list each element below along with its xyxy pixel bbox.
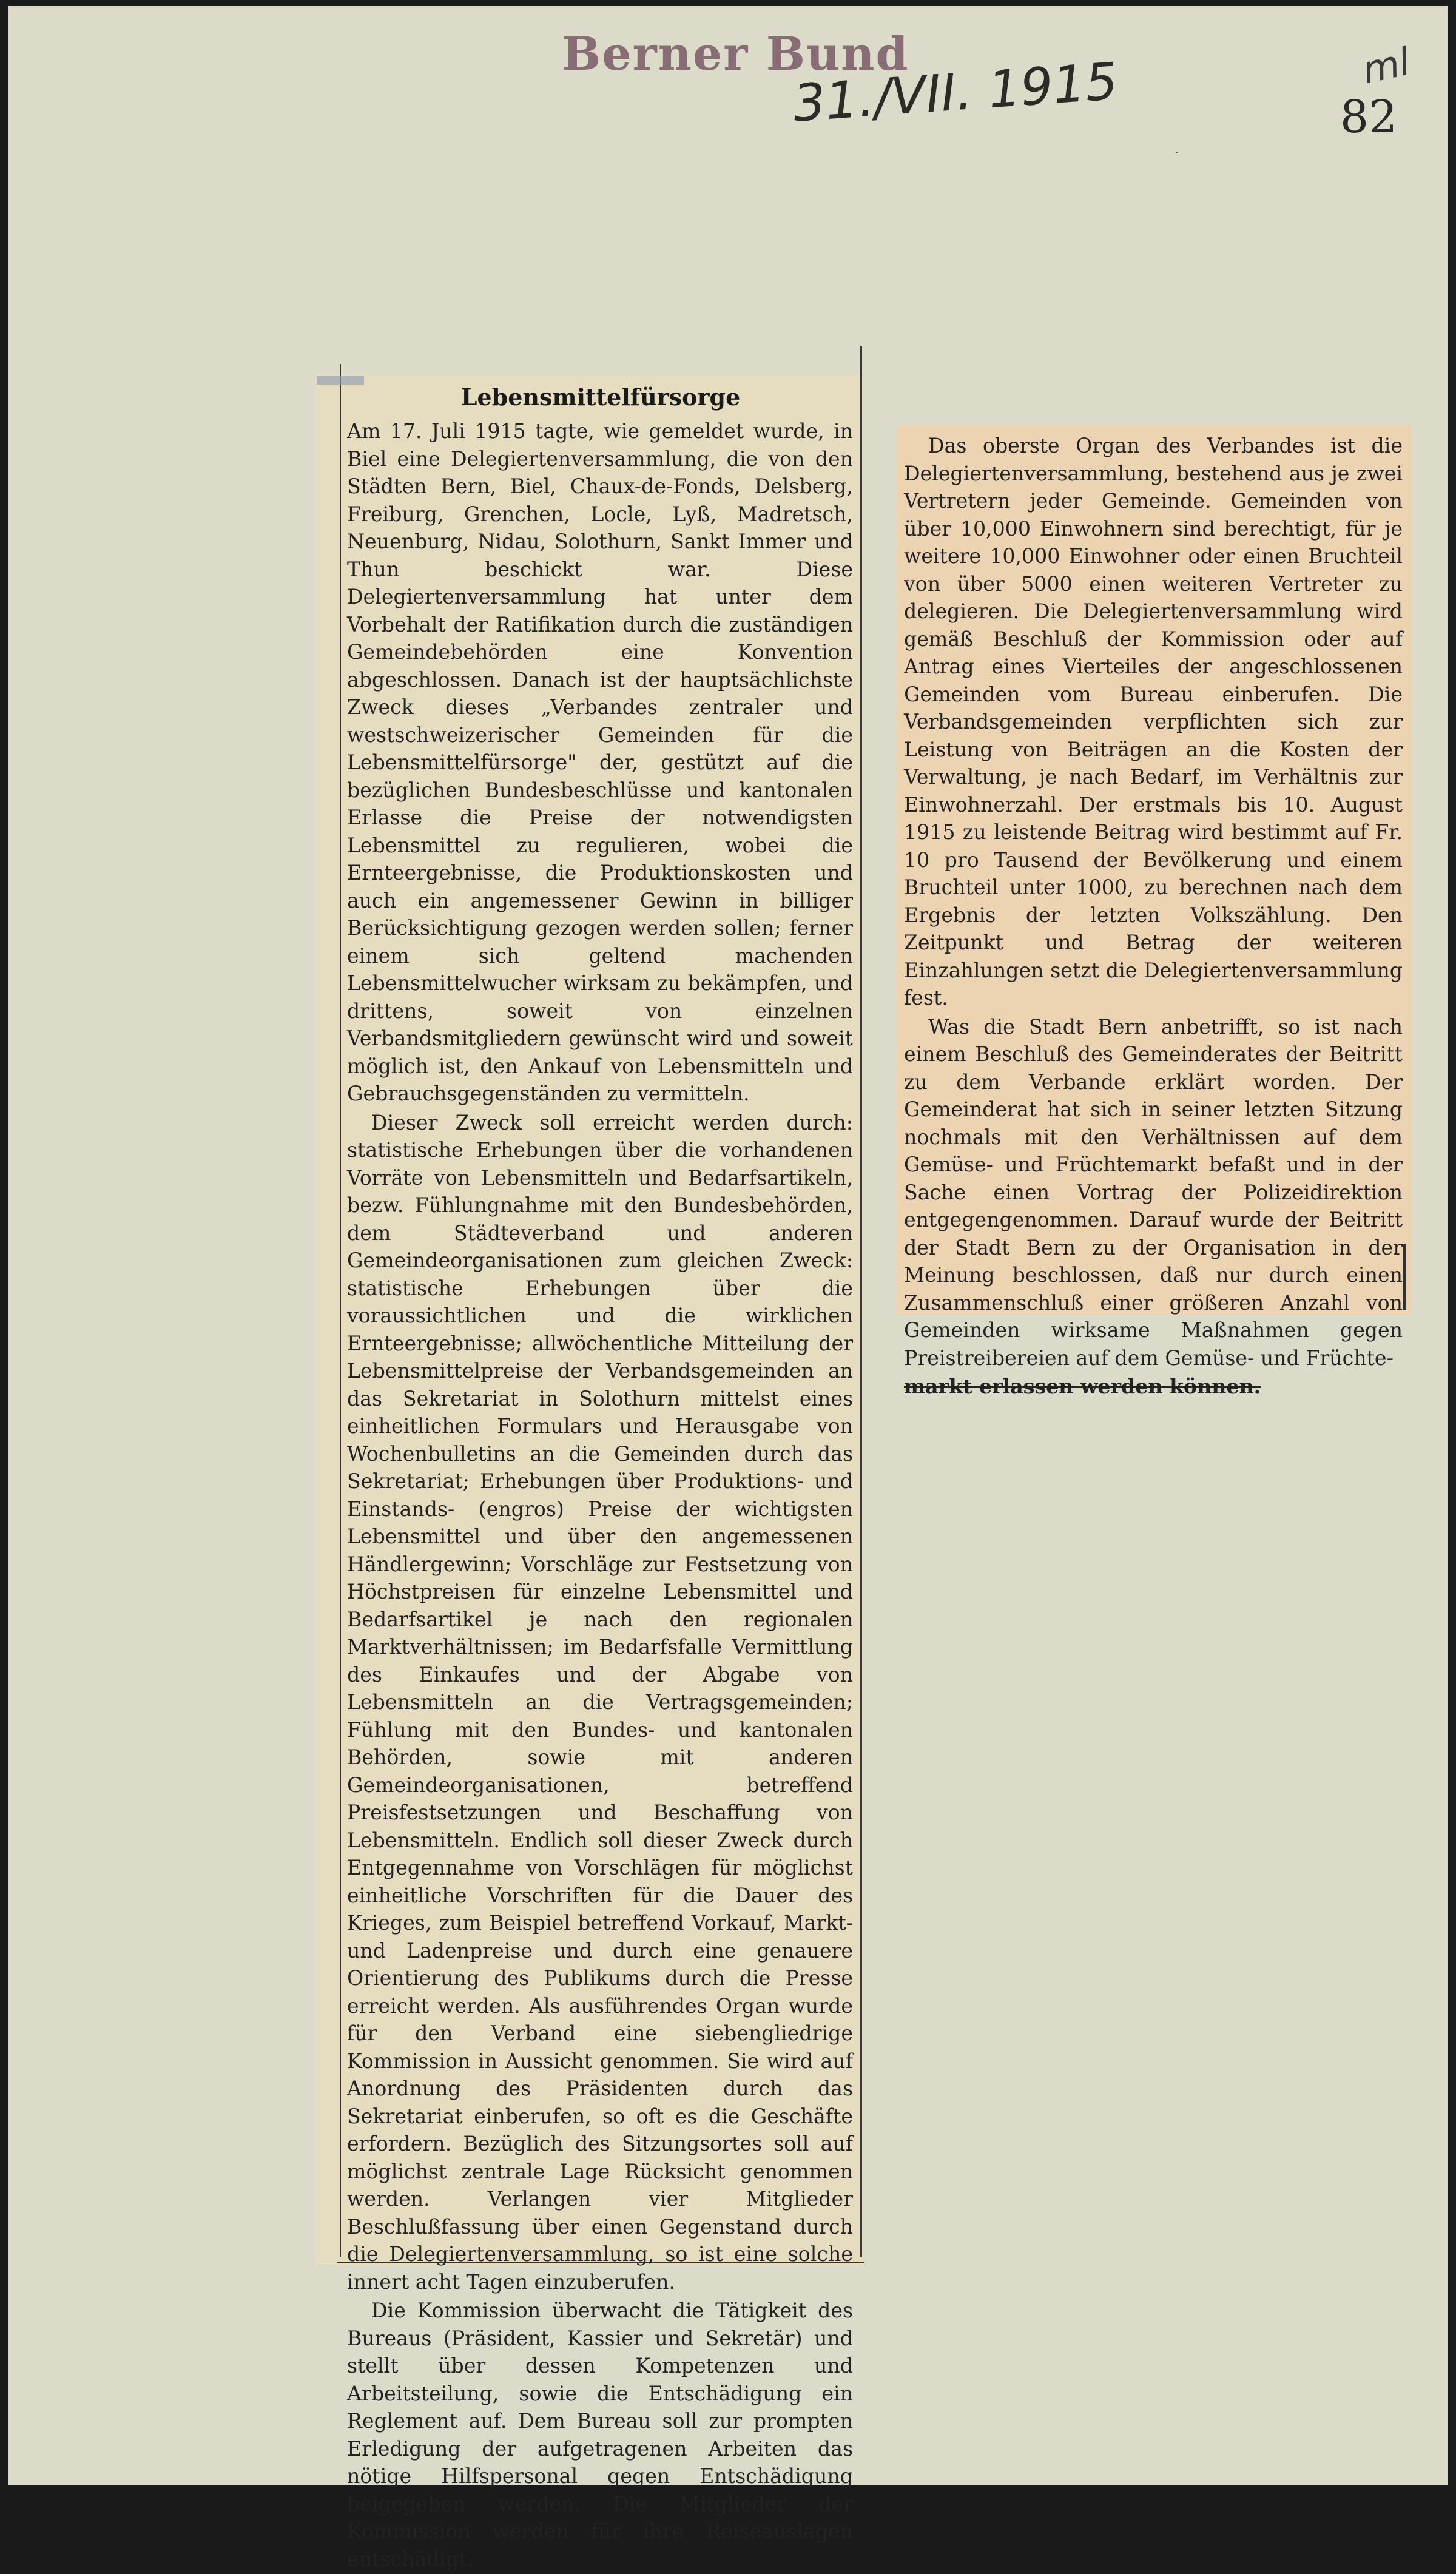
- newspaper-stamp: Berner Bund: [562, 27, 909, 81]
- column-rule-right: [860, 346, 862, 2257]
- page-number: 82: [1340, 91, 1398, 143]
- paragraph: Die Kommission überwacht die Tätigkeit des Bureaus (Präsident, Kassier und Sekretär) und stellt über dessen Kompetenzen und Arbeitsteilung, sowie die Entschädigung ein Reglement auf. Dem Bureau soll zur prompten Erledigung der aufgetragenen Arbeiten das nötige Hilfspersonal gegen Entschädigung beigegeben werden. Die Mitglieder der Kommission werden für ihre Reiseauslagen entschädigt.: [347, 2299, 853, 2571]
- pencil-bracket: [1403, 1244, 1406, 1310]
- article-column-right: [904, 432, 1403, 1402]
- handwritten-initials: ml: [1358, 39, 1414, 93]
- paragraph: Das oberste Organ des Verbandes ist die Delegiertenversammlung, bestehend aus je zwei Vertretern jeder Gemeinde. Gemeinden von über 10,000 Einwohnern sind berechtigt, für je weitere 10,000 Einwohner oder einen Bruchteil von über 5000 einen weiteren Vertreter zu delegieren. Die Delegiertenversammlung wird gemäß Beschluß der Kommission oder auf Antrag eines Vierteiles der angeschlossenen Gemeinden vom Bureau einberufen. Die Verbandsgemeinden verpflichten sich zur Leistung von Beiträgen an die Kosten der Verwaltung, je nach Bedarf, im Verhältnis zur Einwohnerzahl. Der erstmals bis 10. August 1915 zu leistende Beitrag wird bestimmt auf Fr. 10 pro Tausend der Bevölkerung und einem Bruchteil unter 1000, zu berechnen nach dem Ergebnis der letzten Volkszählung. Den Zeitpunkt und Betrag der weiteren Einzahlungen setzt die Delegiertenversammlung fest.: [904, 434, 1403, 1009]
- paragraph: Am 17. Juli 1915 tagte, wie gemeldet wurde, in Biel eine Delegiertenversammlung, die von den Städten Bern, Biel, Chaux-de-Fonds, Delsberg, Freiburg, Grenchen, Locle, Lyß, Madretsch, Neuenburg, Nidau, Solothurn, Sankt Immer und Thun beschickt war. Diese Delegiertenversammlung hat unter dem Vorbehalt der Ratifikation durch die zuständigen Gemeindebehörden eine Konvention abgeschlossen. Danach ist der hauptsächlichste Zweck dieses „Verbandes zentraler und westschweizerischer Gemeinden für die Lebensmittelfürsorge" der, gestützt auf die bezüglichen Bundesbeschlüsse und kantonalen Erlasse die Preise der notwendigsten Lebensmittel zu regulieren, wobei die Ernteergebnisse, die Produktionskosten und auch ein angemessener Gewinn in billiger Berücksichtigung gezogen werden sollen; ferner einem sich geltend machenden Lebensmittelwucher wirksam zu bekämpfen, und drittens, soweit von einzelnen Verbandsmitgliedern gewünscht wird und soweit möglich ist, den Ankauf von Lebensmitteln und Gebrauchsgegenständen zu vermitteln.: [347, 419, 853, 1105]
- handwritten-date: 31./VII. 1915: [791, 51, 1120, 133]
- paragraph: Was die Stadt Bern anbetrifft, so ist nach einem Beschluß des Gemeinderates der Beitritt zu dem Verbande erklärt worden. Der Gemeinderat hat sich in seiner letzten Sitzung nochmals mit den Verhältnissen auf dem Gemüse- und Früchtemarkt befaßt und in der Sache einen Vortrag der Polizeidirektion entgegengenommen. Darauf wurde der Beitritt der Stadt Bern zu der Organisation in der Meinung beschlossen, daß nur durch einen Zusammenschluß einer größeren Anzahl von Gemeinden wirksame Maßnahmen gegen Preistreibereien auf dem Gemüse- und Früchte-: [904, 1014, 1403, 1370]
- pencil-mark: ·: [1175, 144, 1179, 161]
- article-column-left: [347, 417, 853, 2574]
- struck-line: markt erlassen werden können.: [904, 1375, 1261, 1398]
- paragraph: Dieser Zweck soll erreicht werden durch: statistische Erhebungen über die vorhandenen Vorräte von Lebensmitteln und Bedarfsartikeln, bezw. Fühlungnahme mit den Bundesbehörden, dem Städteverband und anderen Gemeindeorganisationen zum gleichen Zweck: statistische Erhebungen über die voraussichtlichen und die wirklichen Ernteergebnisse; allwöchentliche Mitteilung der Lebensmittelpreise der Verbandsgemeinden an das Sekretariat in Solothurn mittelst eines einheitlichen Formulars und Herausgabe von Wochenbulletins an die Gemeinden durch das Sekretariat; Erhebungen über Produktions- und Einstands- (engros) Preise der wichtigsten Lebensmittel und über den angemessenen Händlergewinn; Vorschläge zur Festsetzung von Höchstpreisen für einzelne Lebensmittel und Bedarfsartikel je nach den regionalen Marktverhältnissen; im Bedarfsfalle Vermittlung des Einkaufes und der Abgabe von Lebensmitteln an die Vertragsgemeinden; Fühlung mit den Bundes- und kantonalen Behörden, sowie mit anderen Gemeindeorganisationen, betreffend Preisfestsetzungen und Beschaffung von Lebensmitteln. Endlich soll dieser Zweck durch Entgegennahme von Vorschlägen für möglichst einheitliche Vorschriften für die Dauer des Krieges, zum Beispiel betreffend Vorkauf, Markt- und Ladenpreise und durch eine genauere Orientierung des Publikums durch die Presse erreicht werden. Als ausführendes Organ wurde für den Verband eine siebengliedrige Kommission in Aussicht genommen. Sie wird auf Anordnung des Präsidenten durch das Sekretariat einberufen, so oft es die Geschäfte erfordern. Bezüglich des Sitzungsortes soll auf möglichst zentrale Lage Rücksicht genommen werden. Verlangen vier Mitglieder Beschlußfassung über einen Gegenstand durch die Delegiertenversammlung, so ist eine solche innert acht Tagen einzuberufen.: [347, 1110, 853, 2294]
- column-rule-left: [340, 364, 341, 2257]
- article-headline: Lebensmittelfürsorge: [460, 383, 741, 411]
